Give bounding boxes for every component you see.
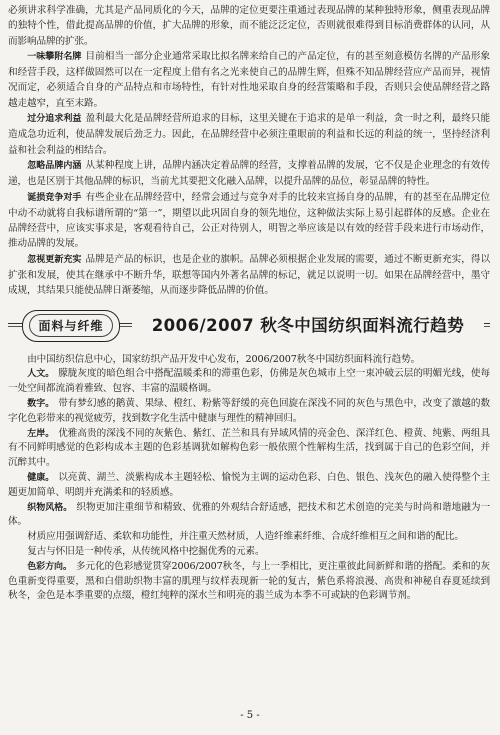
paragraph [8,158,490,190]
paragraph-heading: 忽略品牌内涵 [27,160,82,171]
paragraph-heading: 忽视更新充实 [27,254,82,265]
paragraph-text: 带有梦幻感的鹅黄、果绿、橙红、粉紫等舒缓的亮色回旋在深浅不同的灰色与黑色中，改变了激越的数字化色彩带来的视觉疲劳，找到数字化生活中健康与理性的精神回归。 [8,398,490,424]
paragraph-text: 必须讲求科学准确，尤其是产品同质化的今天，品牌的定位更要注重通过表现品牌的某种独特形象，侧重表现品牌的独特个性，借此提高品牌的价值，扩大品牌的形象，而不能泛泛定位，否则就很难得到目标消费群体的认同，从而影响品牌的扩张。 [8,5,490,47]
paragraph-heading: 织物风格。 [27,502,73,513]
section-text-block [8,353,490,605]
paragraph-heading: 一味攀附名牌 [27,51,82,62]
paragraph-heading: 左岸。 [27,428,55,439]
paragraph-heading: 数字。 [27,399,55,410]
paragraph-heading: 人文。 [27,369,55,380]
section-badge [22,310,120,342]
paragraph [8,3,490,49]
paragraph-text: 盈利最大化是品牌经营所追求的目标，这里关键在于追求的是单一利益，贪一时之利，最终只能造成急功近利，使品牌发展后劲乏力。因此，在品牌经营中必须注重眼前的利益和长远的利益的统一，坚持经济利益和社会利益的相结合。 [8,113,490,156]
paragraph [8,471,490,501]
paragraph-text: 织物更加注重细节和精致、优雅的外观结合舒适感，把技术和艺术创造的完美与时尚和谐地融为一体。 [8,501,490,528]
paragraph-text: 以亮黄、湖兰、淡紫构成本主题轻松、愉悦为主调的运动色彩、白色、银色、浅灰色的融入使得整个主题更加简单、明朗并充满柔和的轻质感。 [8,472,490,498]
paragraph [8,530,490,545]
paragraph [8,252,490,299]
top-text-block [8,3,490,299]
paragraph [8,397,490,427]
section-badge-label: 面料与纤维 [29,314,112,337]
paragraph-heading: 健康。 [27,473,55,484]
paragraph-text: 材质应用强调舒适、柔软和功能性，并注重天然材质，人造纤维素纤维、合成纤维相互之间和谐的配比。 [27,531,464,543]
paragraph [8,501,490,531]
paragraph [8,111,490,158]
paragraph-heading: 色彩方向。 [27,561,72,572]
section-header [8,303,490,347]
paragraph-text: 品牌是产品的标识，也是企业的旗帜。品牌必须根据企业发展的需要，通过不断更新充实，得以扩张和发展，使其在继承中不断升华，联想等国内外著名品牌的标记，就足以说明一切。如果在品牌经营中，墨守成规，其结果只能使品牌日渐萎缩，从而逐步降低品牌的价值。 [8,253,490,297]
paragraph-heading: 诞损竞争对手 [27,192,82,203]
paragraph [8,427,490,471]
paragraph [8,545,490,560]
paragraph [8,190,490,252]
paragraph-text: 多元化的色彩感觉贯穿2006/2007秋冬，与上一季相比，更注重彼此间新鲜和谐的搭配。柔和的灰色重新变得重要，黑和白借助织物丰富的肌理与纹样表现新一轮的复古，紫色系将浪漫、高贵和神秘自春夏延续到秋冬，金色是本季重要的点缀，橙红纯粹的深水兰和明亮的翡兰成为本季不可或缺的色彩调节剂。 [8,560,490,602]
paragraph-text: 目前相当一部分企业通常采取比拟名牌来给自己的产品定位，有的甚至刻意模仿名牌的产品形象和经营手段，这样做固然可以在一定程度上借有名之光来使自己的品牌生辉，但殊不知品牌经营应产品而异，视情况而定，必须适合自身的产品特点和市场特性，有针对性地采取自身的经营策略和手段，否则只会使品牌经营之路越走越窄，直至末路。 [8,50,490,109]
paragraph [8,367,490,397]
paragraph-heading: 过分追求利益 [27,114,82,125]
paragraph-text: 复古与怀旧是一种传承，从传统风格中挖掘优秀的元素。 [27,546,265,557]
paragraph [8,353,490,368]
paragraph [8,560,490,604]
paragraph-text: 优雅高贵的深浅不同的灰紫色、紫红、芷兰和具有异域风情的亮金色、深洋红色、橙黄、纯紫、两组具有不同鲜明感觉的色彩构成本主题的色彩基调犹如解构色彩一般依照个性解构生活，找到属于自己的色彩空间，并沉醉其中。 [8,427,490,469]
paragraph-text: 有些企业在品牌经营中，经常会通过与竞争对手的比较来宣扬自身的品牌，有的甚至在品牌定位中动不动就将自我标谱所谓的“第一”，期望以此巩固自身的领先地位，这种做法实际上易引起群体的反感。企业在品牌经营中，应该实事求是，客观看待自己，公正对待别人，明智之举应该是以有效的经营手段来进行市场动作，推动品牌的发展。 [8,191,490,250]
paragraph [8,49,490,111]
paragraph-text: 从某种程度上讲，品牌内涵决定着品牌的经营，支撑着品牌的发展，它不仅是企业理念的有效传递，也是区别于其他品牌的标识，当前尤其要把文化融入品牌，以提升品牌的品位，彰显品牌的特性。 [8,159,490,188]
section-title: 2006/2007 秋冬中国纺织面料流行趋势 [132,309,484,339]
paragraph-text: 朦胧灰度的暗色组合中搭配温暖柔和的滞重色彩，仿佛是灰色城市上空一束冲破云层的明媚光线，使每一处空间都流淌着雅致、包容、丰富的温暖格调。 [8,368,490,395]
page-number: - 5 - [240,710,260,721]
paragraph-text: 由中国纺织信息中心，国家纺织产品开发中心发布，2006/2007秋冬中国纺织面料流行趋势。 [27,353,421,365]
